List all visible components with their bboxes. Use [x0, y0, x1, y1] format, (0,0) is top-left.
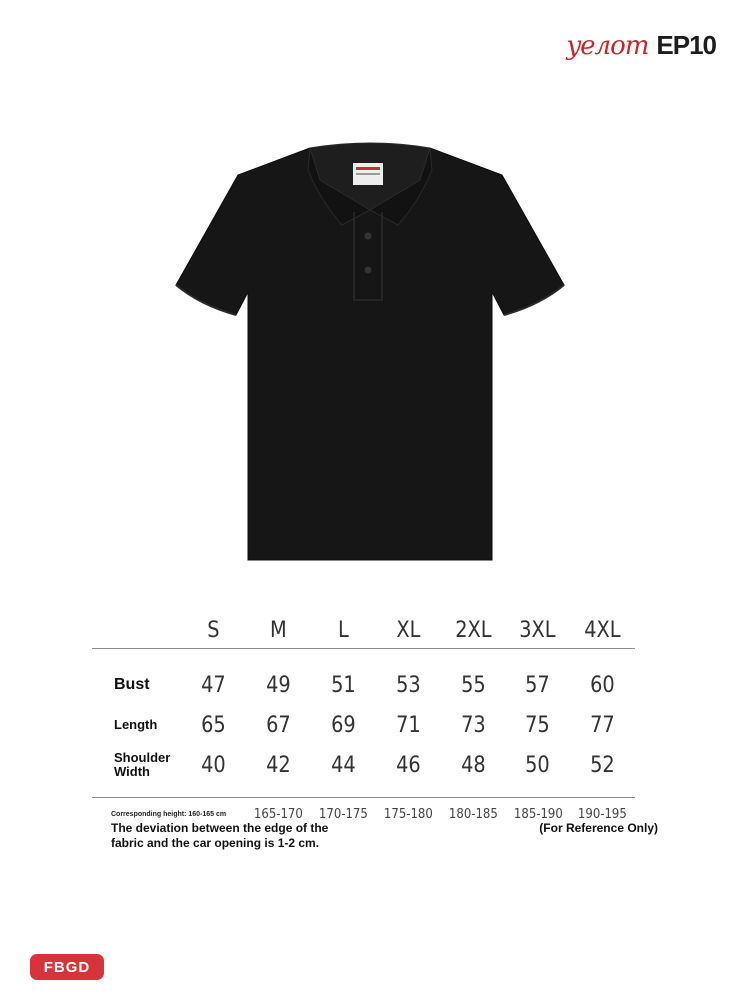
- brand-mark-text: EP10: [656, 30, 716, 60]
- table-cell: 46: [395, 752, 421, 778]
- footer-logo: [30, 954, 104, 980]
- table-cell: 52: [590, 752, 615, 778]
- size-header-cell: M: [270, 617, 287, 643]
- table-cell: 49: [266, 672, 291, 698]
- height-note: Corresponding height: 160-165 cm: [111, 810, 227, 818]
- table-cell: 71: [395, 712, 421, 738]
- size-header-cell: 4XL: [584, 617, 621, 643]
- size-header-row: [92, 612, 635, 648]
- table-cell: 42: [266, 752, 291, 778]
- footer-logo-text: FBGD: [43, 958, 91, 976]
- deviation-note: The deviation between the edge of the fabric and the car opening is 1-2 cm.: [111, 821, 329, 850]
- height-cell: 180-185: [448, 806, 498, 822]
- row-label-shoulder-width: Shoulder Width: [114, 750, 171, 779]
- reference-note: (For Reference Only): [539, 821, 658, 835]
- height-cell: 170-175: [319, 806, 369, 822]
- polo-shirt-illustration: [170, 130, 570, 570]
- table-row-shoulder-width: [92, 745, 635, 785]
- row-label-length: Length: [114, 717, 158, 732]
- height-cell: 185-190: [513, 806, 563, 822]
- table-cell: 73: [460, 712, 486, 738]
- size-header-cell: 3XL: [519, 617, 556, 643]
- table-footer-divider: [92, 797, 635, 798]
- row-label-bust: Bust: [114, 676, 150, 693]
- size-header-cell: 2XL: [454, 617, 492, 643]
- table-cell: 44: [331, 752, 356, 778]
- table-cell: 55: [460, 672, 486, 698]
- table-row-bust: [92, 665, 635, 705]
- table-cell: 47: [201, 672, 227, 698]
- table-cell: 67: [266, 712, 291, 738]
- table-header-divider: [92, 648, 635, 649]
- table-cell: 53: [395, 672, 421, 698]
- table-cell: 40: [201, 752, 227, 778]
- product-image-polo-shirt: [170, 130, 570, 570]
- brand-script-text: yeлoт: [566, 31, 649, 61]
- size-header-cell: L: [337, 617, 349, 643]
- table-cell: 50: [525, 752, 551, 778]
- height-cell: 190-195: [578, 806, 628, 822]
- height-cell: 175-180: [383, 806, 433, 822]
- table-cell: 65: [201, 712, 227, 738]
- size-header-cell: S: [207, 617, 220, 643]
- table-cell: 77: [590, 712, 615, 738]
- height-cell: 165-170: [254, 806, 304, 822]
- table-cell: 48: [460, 752, 486, 778]
- table-cell: 57: [525, 672, 551, 698]
- table-cell: 51: [331, 672, 356, 698]
- table-cell: 69: [331, 712, 356, 738]
- size-chart-table: [92, 612, 635, 826]
- table-cell: 75: [525, 712, 551, 738]
- brand-logo: [566, 30, 716, 61]
- table-cell: 60: [590, 672, 615, 698]
- size-header-cell: XL: [396, 617, 421, 643]
- table-row-length: [92, 705, 635, 745]
